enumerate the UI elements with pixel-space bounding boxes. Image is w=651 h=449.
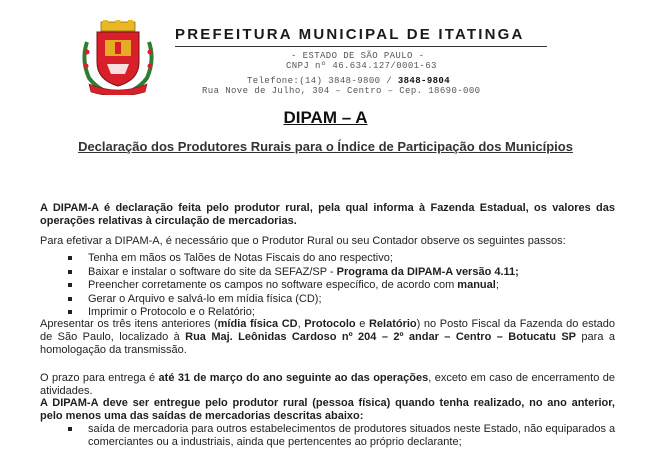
municipal-crest-icon <box>79 20 157 95</box>
cnpj-line: CNPJ nº 46.634.127/0001-63 <box>286 61 437 71</box>
address-line: Rua Nove de Julho, 304 – Centro – Cep. 18690-000 <box>202 86 481 96</box>
bullet-icon <box>68 427 72 431</box>
steps-list <box>68 252 608 320</box>
step-text: Baixar e instalar o software do site da SEFAZ/SP - <box>88 265 337 278</box>
phone-numbers: Telefone:(14) 3848-9800 / <box>247 76 398 86</box>
obligation-list <box>68 423 618 449</box>
bullet-icon <box>68 297 72 301</box>
delivery-text: Apresentar os três itens anteriores ( <box>40 318 218 330</box>
phone-line <box>247 76 450 86</box>
obligation-item-text: saída de mercadoria para outros estabelecimentos de produtores situados neste Estado, não equiparados a comerciantes ou a industriais, ainda que pertencentes ao próprio declarante; <box>88 423 616 448</box>
list-item <box>68 252 608 265</box>
deadline-bold: até 31 de março do ano seguinte ao das operações <box>158 372 429 384</box>
deadline-text: O prazo para entrega é <box>40 372 159 384</box>
delivery-address-bold: Rua Maj. Leônidas Cardoso nº 204 – 2º andar – Centro – Botucatu SP <box>185 331 577 343</box>
list-item <box>68 293 608 306</box>
delivery-bold: Relatório <box>368 318 417 330</box>
bullet-icon <box>68 283 72 287</box>
phone-number-bold: 3848-9804 <box>397 76 451 86</box>
intro-paragraph: A DIPAM-A é declaração feita pelo produtor rural, pela qual informa à Fazenda Estadual, os valores das operações relativas à circulação de mercadorias. <box>40 202 615 227</box>
delivery-text: , <box>297 318 305 330</box>
delivery-text: para a homologação da transmissão. <box>40 331 615 356</box>
list-item <box>68 279 608 292</box>
delivery-paragraph <box>40 318 615 357</box>
state-line: - ESTADO DE SÃO PAULO - <box>291 51 425 61</box>
bullet-icon <box>68 310 72 314</box>
steps-intro: Para efetivar a DIPAM-A, é necessário que o Produtor Rural ou seu Contador observe os seguintes passos: <box>40 235 566 247</box>
obligation-paragraph: A DIPAM-A deve ser entregue pelo produtor rural (pessoa física) quando tenha realizado, no ano anterior, pelo menos uma das saídas de mercadorias descritas abaixo: <box>40 397 615 422</box>
step-text: Gerar o Arquivo e salvá-lo em mídia física (CD); <box>88 292 322 305</box>
header-divider <box>175 46 547 47</box>
step-text: Tenha em mãos os Talões de Notas Fiscais do ano respectivo; <box>88 252 393 264</box>
step-text: Preencher corretamente os campos no software específico, de acordo com <box>88 279 458 292</box>
step-tail: ; <box>495 279 499 292</box>
list-item <box>68 423 618 449</box>
document-subtitle: Declaração dos Produtores Rurais para o Índice de Participação dos Municípios <box>78 139 573 154</box>
municipality-title: PREFEITURA MUNICIPAL DE ITATINGA <box>175 26 525 43</box>
delivery-bold: mídia física CD <box>217 318 298 330</box>
deadline-text: , exceto em caso de encerramento de atividades. <box>40 372 615 397</box>
bullet-icon <box>68 270 72 274</box>
step-bold: manual <box>457 279 496 292</box>
delivery-bold: Protocolo <box>304 318 356 330</box>
list-item <box>68 266 608 279</box>
deadline-paragraph <box>40 372 615 398</box>
delivery-text: e <box>355 318 369 330</box>
step-bold: Programa da DIPAM-A versão 4.11; <box>336 265 519 278</box>
bullet-icon <box>68 256 72 260</box>
delivery-text: ) no Posto Fiscal da Fazenda do estado de São Paulo, localizado à <box>40 318 615 343</box>
document-title: DIPAM – A <box>283 108 368 127</box>
step-text: Imprimir o Protocolo e o Relatório; <box>88 306 255 319</box>
